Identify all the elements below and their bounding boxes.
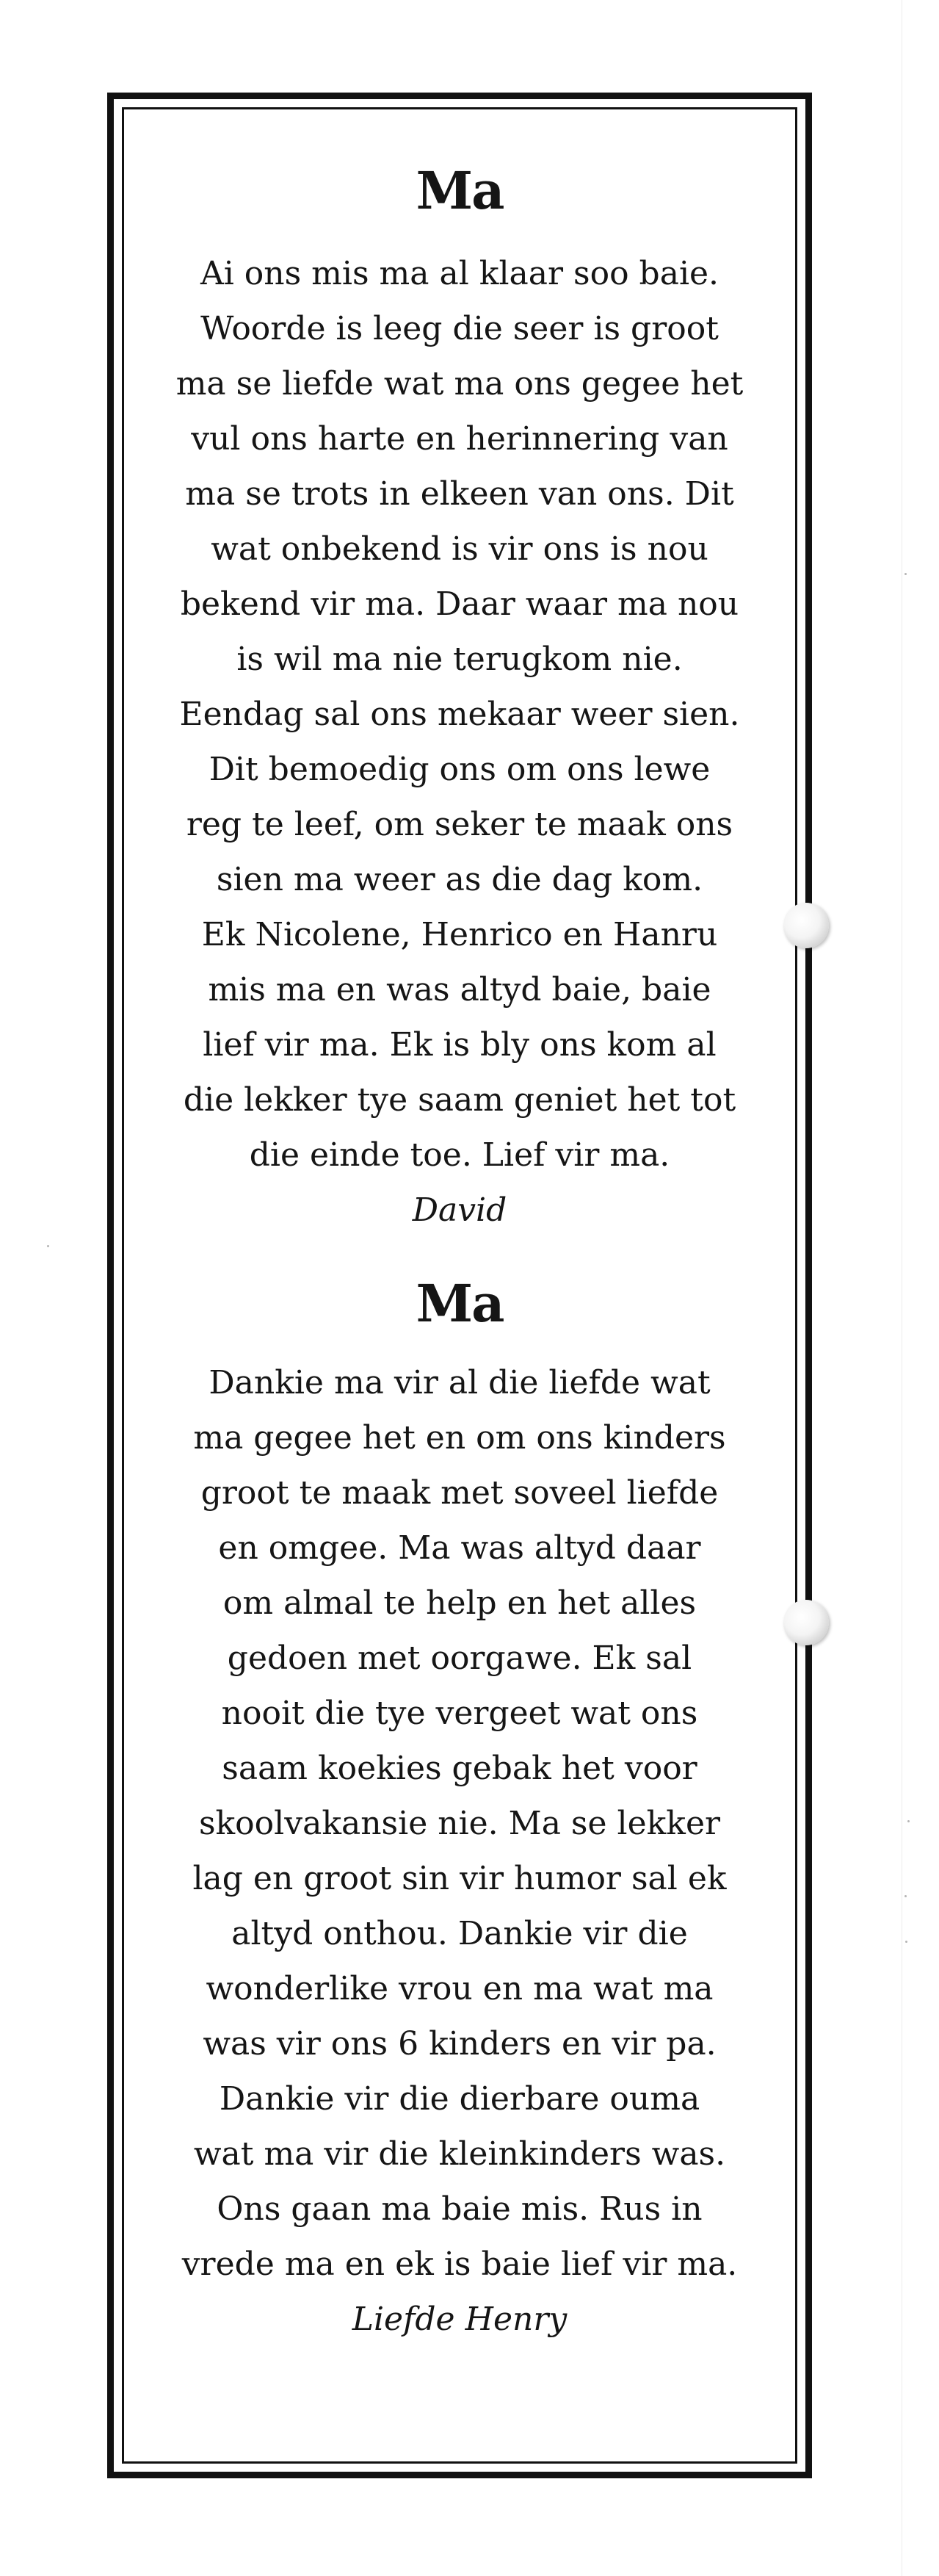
poem-line: ma se trots in elkeen van ons. Dit xyxy=(185,475,734,513)
poem-line: was vir ons 6 kinders en vir pa. xyxy=(203,2025,717,2063)
poem-line: Ons gaan ma baie mis. Rus in xyxy=(217,2190,703,2228)
poem-line: nooit die tye vergeet wat ons xyxy=(221,1695,698,1732)
poem-line: ma gegee het en om ons kinders xyxy=(193,1419,726,1457)
poem-line: wat onbekend is vir ons is nou xyxy=(211,530,708,568)
poem-line: saam koekies gebak het voor xyxy=(222,1750,697,1787)
poem-line: Dit bemoedig ons om ons lewe xyxy=(209,751,711,788)
scan-speck xyxy=(904,573,907,575)
poem-line: reg te leef, om seker te maak ons xyxy=(186,806,733,843)
signature: David xyxy=(412,1191,507,1229)
poem-line: vrede ma en ek is baie lief vir ma. xyxy=(181,2245,738,2283)
poem-line: Ai ons mis ma al klaar soo baie. xyxy=(200,255,719,292)
poem-title: Ma xyxy=(416,1273,504,1334)
poem-line: die einde toe. Lief vir ma. xyxy=(249,1136,670,1174)
poem-line: Woorde is leeg die seer is groot xyxy=(200,310,719,347)
scan-speck xyxy=(904,1895,907,1897)
binder-ring-hole xyxy=(783,903,829,948)
poem-line: altyd onthou. Dankie vir die xyxy=(231,1915,688,1952)
signature: Liefde Henry xyxy=(352,2301,568,2338)
poem-line: en omgee. Ma was altyd daar xyxy=(218,1529,701,1567)
poem-line: Dankie ma vir al die liefde wat xyxy=(209,1364,711,1401)
poem-line: wat ma vir die kleinkinders was. xyxy=(193,2135,726,2173)
binder-ring-hole xyxy=(783,1600,829,1645)
poem-line: mis ma en was altyd baie, baie xyxy=(208,971,711,1009)
poem-line: is wil ma nie terugkom nie. xyxy=(236,641,683,678)
poem-line: Dankie vir die dierbare ouma xyxy=(219,2080,700,2118)
poem-line: gedoen met oorgawe. Ek sal xyxy=(227,1639,692,1677)
poem-title: Ma xyxy=(416,160,504,221)
poem-section-david xyxy=(151,158,769,1238)
poem-line: lag en groot sin vir humor sal ek xyxy=(192,1860,727,1897)
poem-line: groot te maak met soveel liefde xyxy=(200,1474,719,1512)
poem-section-henry xyxy=(151,1271,769,2347)
card-content xyxy=(151,151,769,2347)
scan-speck xyxy=(907,1820,910,1822)
poem-line: Eendag sal ons mekaar weer sien. xyxy=(179,696,740,733)
poem-line: lief vir ma. Ek is bly ons kom al xyxy=(203,1026,717,1064)
poem-line: ma se liefde wat ma ons gegee het xyxy=(175,365,744,403)
poem-line: vul ons harte en herinnering van xyxy=(191,420,728,458)
poem-line: Ek Nicolene, Henrico en Hanru xyxy=(201,916,718,953)
poem-line: die lekker tye saam geniet het tot xyxy=(183,1081,736,1119)
poem-line: sien ma weer as die dag kom. xyxy=(216,861,703,898)
poem-line: om almal te help en het alles xyxy=(222,1584,697,1622)
scan-speck xyxy=(47,1245,49,1247)
poem-line: bekend vir ma. Daar waar ma nou xyxy=(180,585,739,623)
poem-line: skoolvakansie nie. Ma se lekker xyxy=(198,1805,721,1842)
scan-speck xyxy=(905,1941,907,1943)
memorial-card-frame xyxy=(107,93,812,2478)
poem-line: wonderlike vrou en ma wat ma xyxy=(206,1970,714,2007)
